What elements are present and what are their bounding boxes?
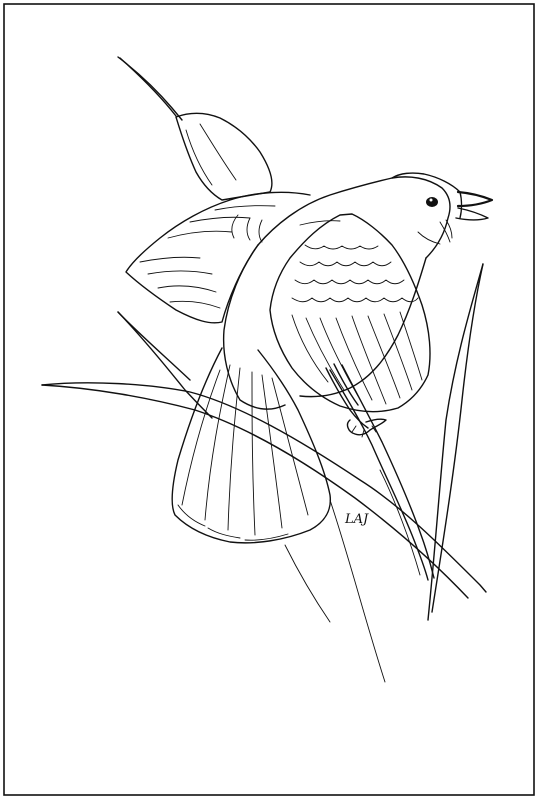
bird-eye [426, 197, 438, 207]
bird-right-wing [270, 214, 430, 412]
cattail-top [118, 57, 272, 200]
perch-stem [330, 365, 434, 580]
bird-left-wing [126, 192, 310, 323]
bird-body [224, 177, 450, 409]
bird-head [392, 173, 492, 244]
artist-initials: LAJ [345, 512, 369, 527]
reed-leaves [42, 264, 486, 682]
page-frame [4, 4, 534, 795]
